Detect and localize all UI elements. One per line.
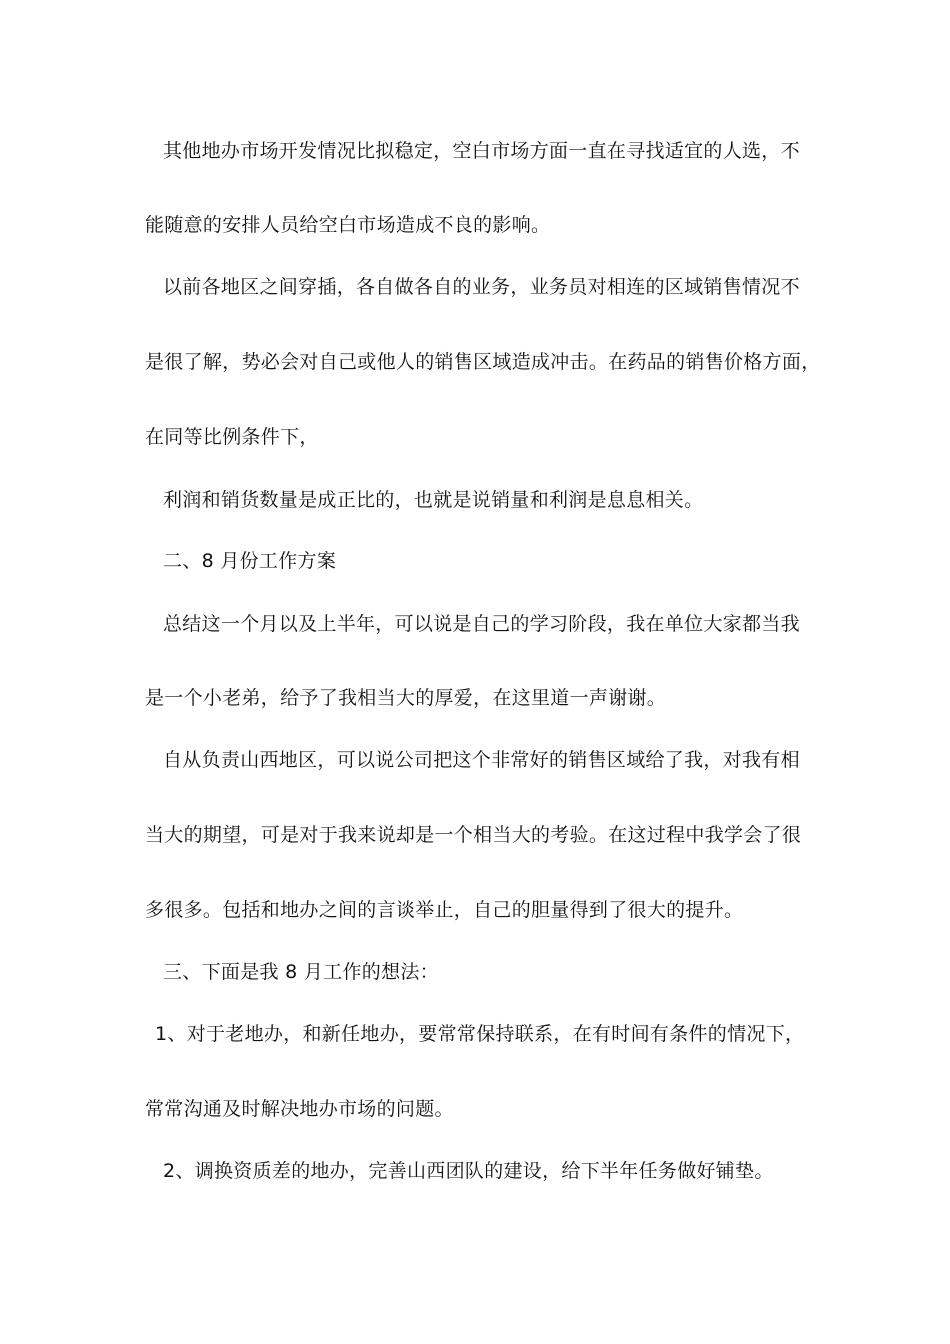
paragraph-line: 是很了解，势必会对自己或他人的销售区域造成冲击。在药品的销售价格方面， bbox=[145, 351, 821, 373]
list-item: 1、对于老地办，和新任地办，要常常保持联系，在有时间有条件的情况下， bbox=[155, 1023, 805, 1045]
paragraph-line: 当大的期望，可是对于我来说却是一个相当大的考验。在这过程中我学会了很 bbox=[145, 824, 802, 846]
paragraph-line: 在同等比例条件下， bbox=[145, 426, 319, 448]
paragraph-line: 多很多。包括和地办之间的言谈举止，自己的胆量得到了很大的提升。 bbox=[145, 899, 744, 921]
paragraph-line: 总结这一个月以及上半年，可以说是自己的学习阶段，我在单位大家都当我 bbox=[163, 613, 800, 635]
paragraph-line: 能随意的安排人员给空白市场造成不良的影响。 bbox=[145, 214, 551, 236]
section-heading: 二、8 月份工作方案 bbox=[163, 550, 337, 572]
list-item: 2、调换资质差的地办，完善山西团队的建设，给下半年任务做好铺垫。 bbox=[163, 1160, 774, 1182]
paragraph-line: 以前各地区之间穿插，各自做各自的业务，业务员对相连的区域销售情况不 bbox=[163, 276, 800, 298]
paragraph-line: 是一个小老弟，给予了我相当大的厚爱，在这里道一声谢谢。 bbox=[145, 687, 667, 709]
paragraph-line: 其他地办市场开发情况比拟稳定，空白市场方面一直在寻找适宜的人选，不 bbox=[163, 140, 800, 162]
list-item-continuation: 常常沟通及时解决地办市场的问题。 bbox=[145, 1098, 454, 1120]
paragraph-line: 利润和销货数量是成正比的，也就是说销量和利润是息息相关。 bbox=[163, 489, 704, 511]
paragraph-line: 自从负责山西地区，可以说公司把这个非常好的销售区域给了我，对我有相 bbox=[163, 749, 800, 771]
section-heading: 三、下面是我 8 月工作的想法： bbox=[163, 961, 439, 983]
